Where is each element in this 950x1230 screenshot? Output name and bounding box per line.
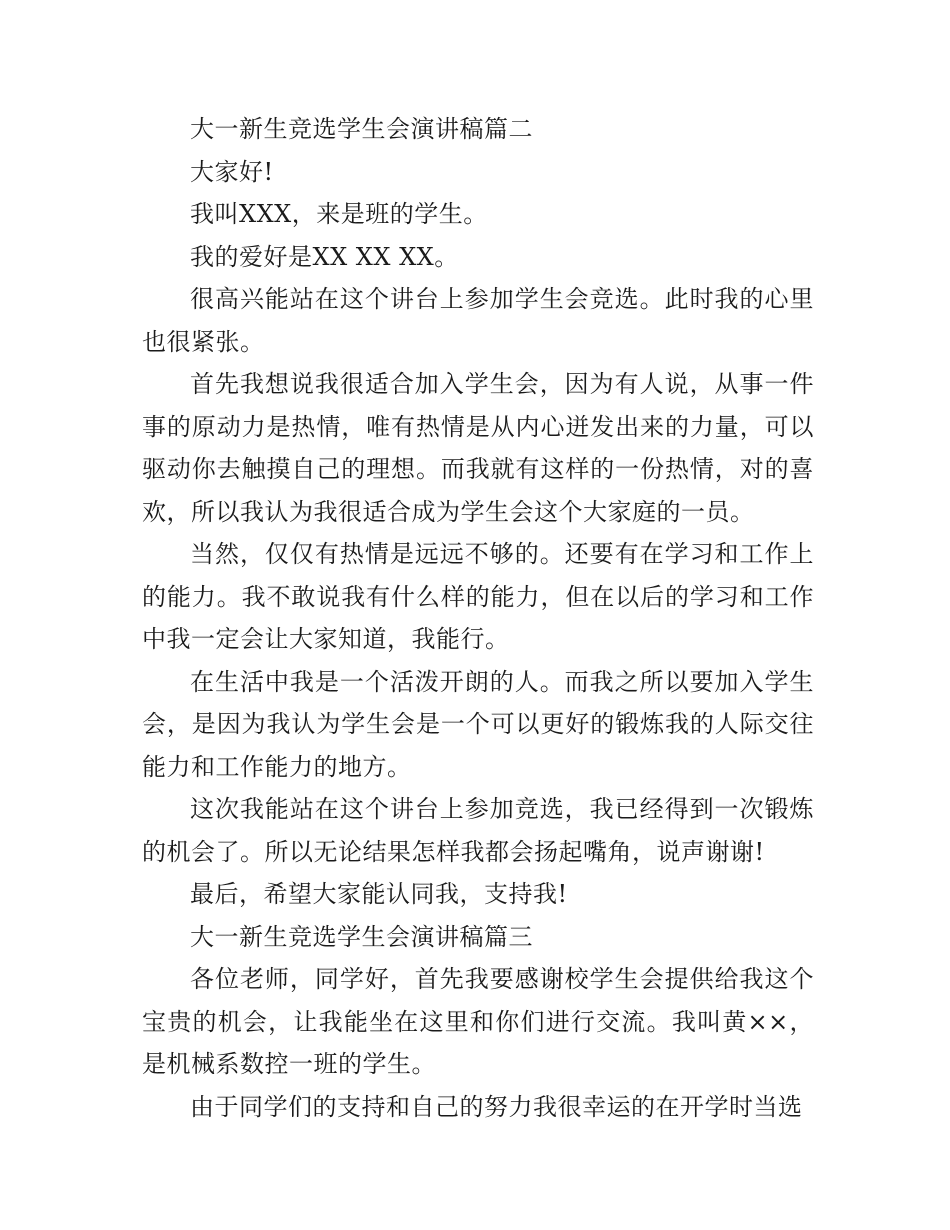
section-title: 大一新生竞选学生会演讲稿篇二: [190, 115, 533, 143]
paragraph: 大家好!: [190, 157, 274, 186]
paragraph: 由于同学们的支持和自己的努力我很幸运的在开学时当选: [190, 1092, 803, 1121]
paragraph: 各位老师，同学好，首先我要感谢校学生会提供给我这个宝贵的机会，让我能坐在这里和你们进行交流。我叫黄××，是机械系数控一班的学生。: [142, 965, 814, 1078]
paragraph: 在生活中我是一个活泼开朗的人。而我之所以要加入学生会，是因为我认为学生会是一个可以更好的锻炼我的人际交往能力和工作能力的地方。: [142, 667, 814, 781]
paragraph: 这次我能站在这个讲台上参加竞选，我已经得到一次锻炼的机会了。所以无论结果怎样我都会扬起嘴角，说声谢谢!: [142, 795, 814, 866]
document-body: [142, 108, 814, 1128]
section-title: 大一新生竞选学生会演讲稿篇三: [190, 922, 533, 951]
paragraph: 最后，希望大家能认同我，支持我!: [190, 880, 568, 908]
paragraph: 很高兴能站在这个讲台上参加学生会竞选。此时我的心里也很紧张。: [142, 285, 814, 356]
paragraph: 当然，仅仅有热情是远远不够的。还要有在学习和工作上的能力。我不敢说我有什么样的能力，但在以后的学习和工作中我一定会让大家知道，我能行。: [142, 540, 814, 653]
paragraph: 我叫XXX，来是班的学生。: [190, 200, 488, 228]
paragraph: 我的爱好是XX XX XX。: [190, 242, 459, 271]
paragraph: 首先我想说我很适合加入学生会，因为有人说，从事一件事的原动力是热情，唯有热情是从内心迸发出来的力量，可以驱动你去触摸自己的理想。而我就有这样的一份热情，对的喜欢，所以我认为我很适合成为学生会这个大家庭的一员。: [142, 370, 814, 526]
